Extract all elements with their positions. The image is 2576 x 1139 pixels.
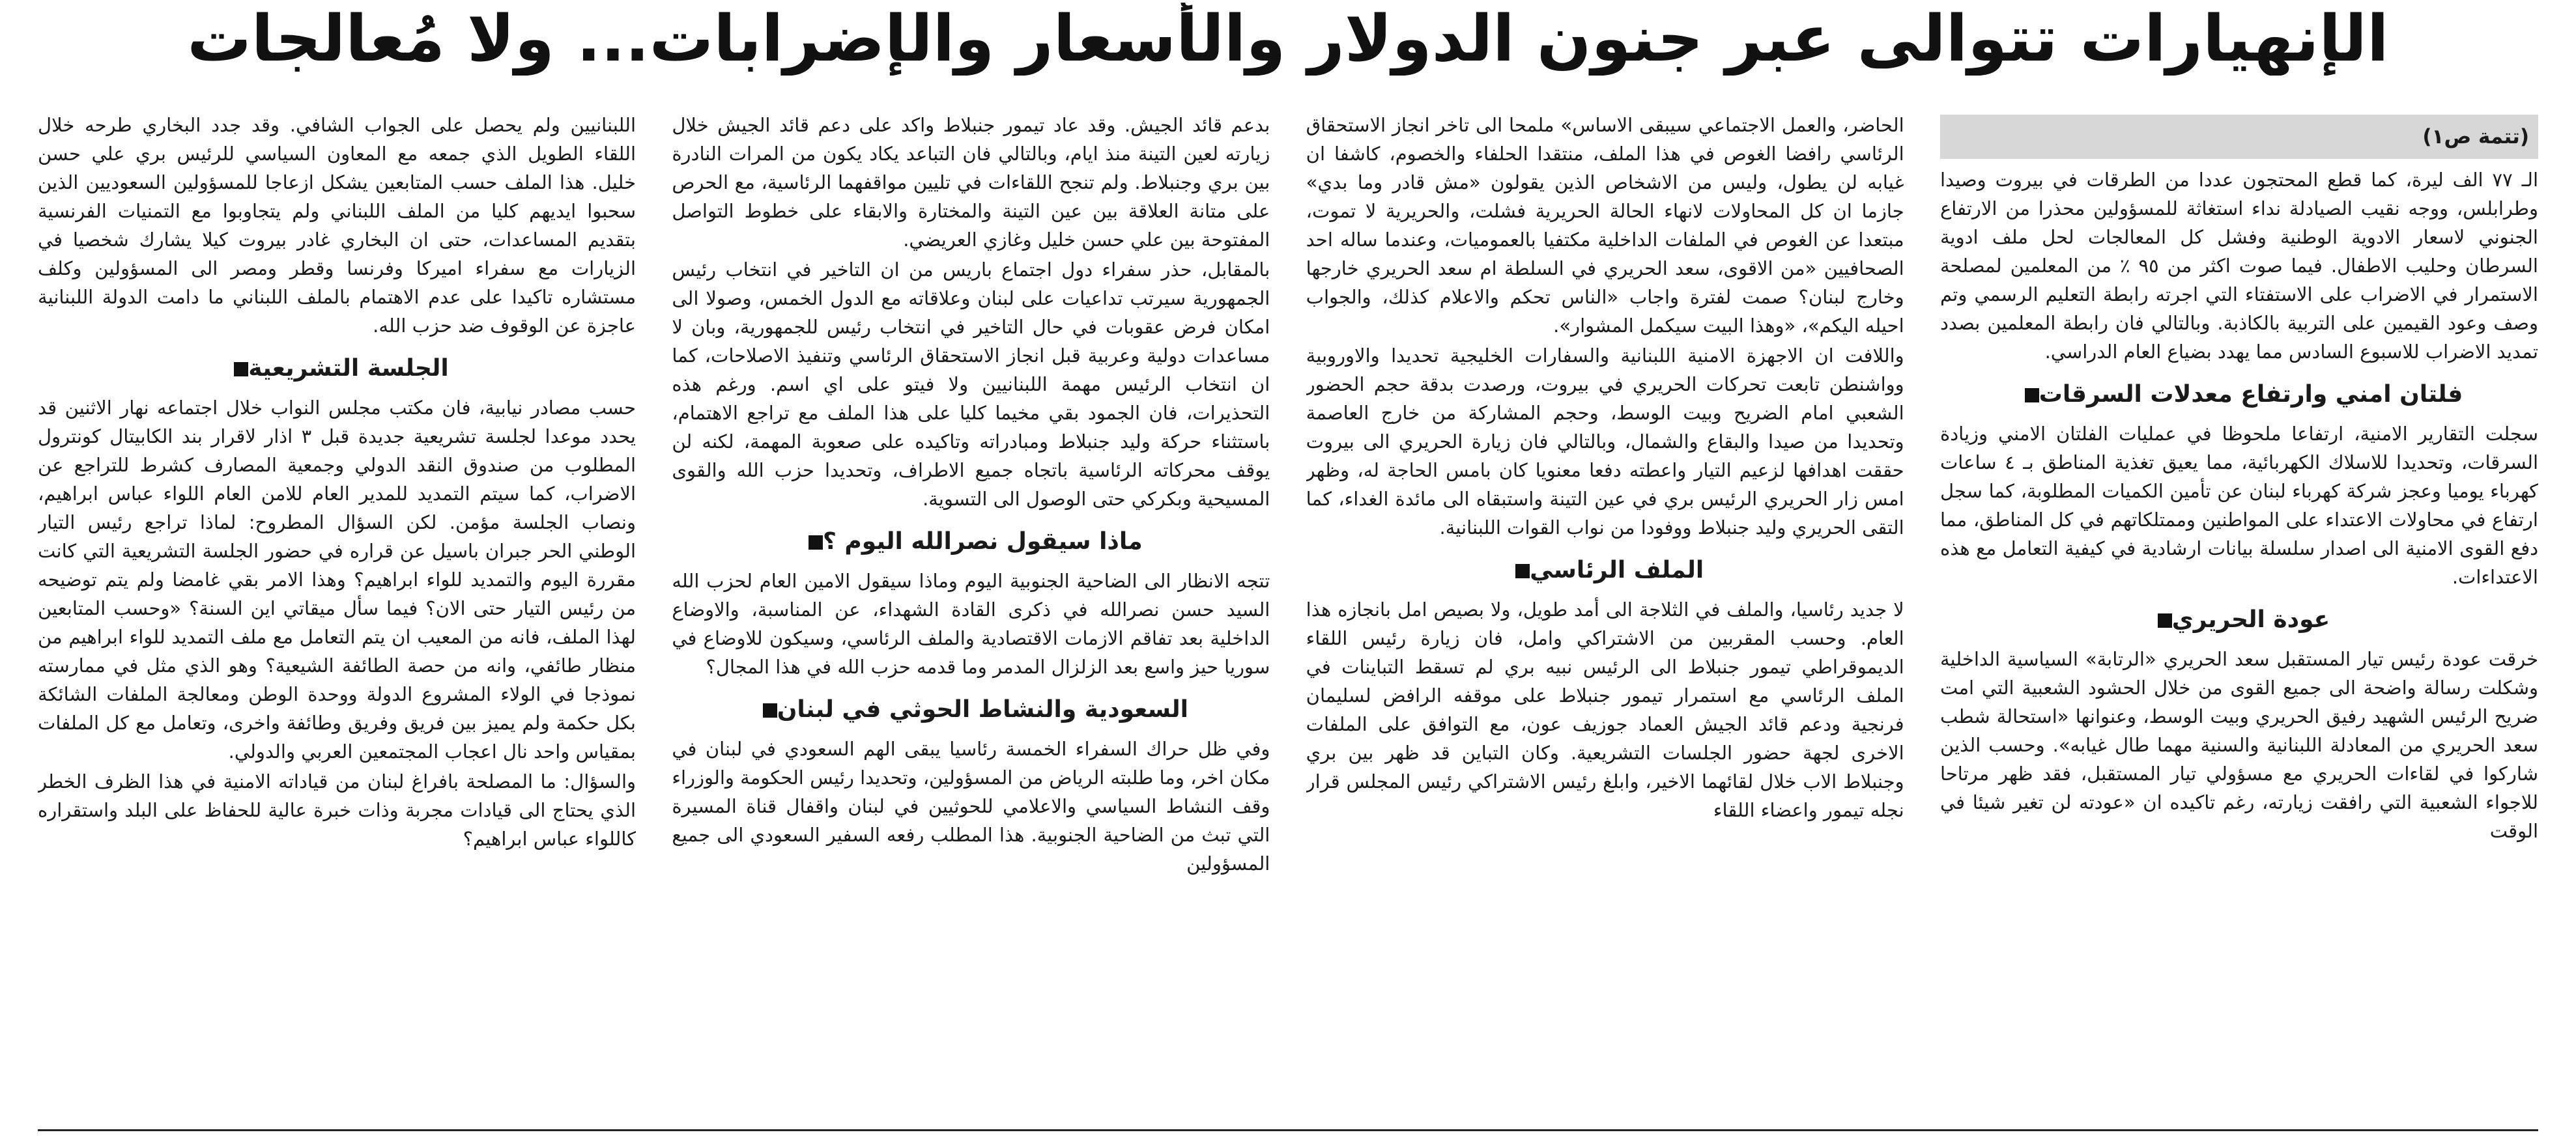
article-paragraph: واللافت ان الاجهزة الامنية اللبنانية والسفارات الخليجية تحديدا والاوروبية وواشنطن تابعت تحركات الحريري في بيروت، ورصدت بدقة حجم الحضور الشعبي امام الضريح وبيت الوسط، وحجم المشاركة من خارج العاصمة وتحديدا من صيدا والبقاع والشمال، وبالتالي فان زيارة الحريري الى بيروت حققت اهدافها لزعيم التيار واعطته دفعا معنويا كان بامس الحاجة له، وظهر امس زار الحريري الرئيس بري في عين التينة واستبقاه الى مائدة الغداء، كما التقى الحريري وليد جنبلاط ووفودا من نواب القوات اللبنانية. (1306, 345, 1904, 539)
bullet-square-icon (809, 535, 823, 550)
article-paragraph: وفي ظل حراك السفراء الخمسة رئاسيا يبقى الهم السعودي في لبنان في مكان اخر، وما طلبته الرياض من المسؤولين، وتحديدا رئيس الحكومة والوزراء وقف النشاط السياسي والاعلامي للحوثيين في لبنان واقفال قناة المسيرة التي تبث من الضاحية الجنوبية. هذا المطلب رفعه السفير السعودي الى جميع المسؤولين (672, 738, 1270, 875)
article-paragraph: سجلت التقارير الامنية، ارتفاعا ملحوظا في عمليات الفلتان الامني وزيادة السرقات، وتحديدا للاسلاك الكهربائية، مما يعيق تغذية المناطق بـ ٤ ساعات كهرباء يوميا وعجز شركة كهرباء لبنان عن تأمين الكميات المطلوبة، كما سجل ارتفاع في محاولات الاعتداء على المواطنين وممتلكاتهم في كل المناطق، مما دفع القوى الامنية الى اصدار سلسلة بيانات ارشادية في كيفية التعامل مع هذه الاعتداءات. (1940, 423, 2538, 588)
bullet-square-icon (2158, 613, 2172, 628)
section-subhead (672, 689, 1270, 731)
section-subhead (1940, 599, 2538, 641)
article-paragraph: الـ ٧٧ الف ليرة، كما قطع المحتجون عددا من الطرقات في بيروت وصيدا وطرابلس، ووجه نقيب الصيادلة نداء استغاثة للمسؤولين محذرا من الارتفاع الجنوني لاسعار الادوية الوطنية وفشل كل المعالجات لحل ملف ادوية السرطان وحليب الاطفال. فيما صوت اكثر من ٩٥ ٪ من المعلمين لمصلحة الاستمرار في الاضراب على الاستفتاء التي اجرته رابطة التعليم الرسمي وتم وصف وعود القيمين على التربية بالكاذبة. وبالتالي فان رابطة المعلمين بصدد تمديد الاضراب للاسبوع السادس مما يهدد بضياع العام الدراسي. (1940, 169, 2538, 363)
subhead-text: عودة الحريري (2171, 606, 2330, 633)
article-paragraph: حسب مصادر نيابية، فان مكتب مجلس النواب خلال اجتماعه نهار الاثنين قد يحدد موعدا لجلسة تشريعية جديدة قبل ٣ اذار لاقرار بند الكابيتال كونترول المطلوب من صندوق النقد الدولي وجمعية المصارف كشرط للتراجع عن الاضراب، كما سيتم التمديد للمدير العام للامن العام اللواء عباس ابراهيم، ونصاب الجلسة مؤمن. لكن السؤال المطروح: لماذا تراجع رئيس التيار الوطني الحر جبران باسيل عن قراره في حضور الجلسة التشريعية التي كانت مقررة اليوم والتمديد للواء ابراهيم؟ وهذا الامر بقي غامضا ولم يتم توضيحه من رئيس التيار حتى الان؟ فيما سأل ميقاتي اين السنة؟ «وحسب المتابعين لهذا الملف، فانه من المعيب ان يتم التعامل مع ملف التمديد للواء ابراهيم من منظار طائفي، وانه من حصة الطائفة الشيعية؟ وهو الذي مثل في ممارسته نموذجا في الولاء المشروع الدولة ووحدة الوطن ومعالجة الملفات الشائكة بكل حكمة ولم يميز بين فريق وفريق وطائفة واخرى، وتعامل مع كل الملفات بمقياس واحد نال اعجاب المجتمعين العربي والدولي. (38, 397, 637, 763)
column-2 (1306, 111, 1904, 1120)
subhead-text: الملف الرئاسي (1530, 557, 1704, 584)
article-columns (38, 111, 2538, 1120)
article-paragraph: والسؤال: ما المصلحة بافراغ لبنان من قياداته الامنية في هذا الظرف الخطر الذي يحتاج الى قيادات مجربة وذات خبرة عالية للحفاظ على البلد واستقراره كاللواء عباس ابراهيم؟ (38, 770, 637, 850)
subhead-text: فلتان امني وارتفاع معدلات السرقات (2039, 381, 2463, 408)
article-paragraph: بدعم قائد الجيش. وقد عاد تيمور جنبلاط واكد على دعم قائد الجيش خلال زيارته لعين التينة منذ ايام، وبالتالي فان التباعد يكاد يكون من المرات النادرة بين بري وجنبلاط. ولم تنجح اللقاءات في تليين مواقفهما الرئاسية، مع الحرص على متانة العلاقة بين عين التينة والمختارة والابقاء على خطوط التواصل المفتوحة بين علي حسن خليل وغازي العريضي. (672, 114, 1270, 251)
bullet-square-icon (234, 362, 248, 376)
continuation-label: (تتمة ص١) (1940, 115, 2538, 159)
bottom-rule (38, 1129, 2538, 1131)
headline: الإنهيارات تتوالى عبر جنون الدولار والأسعار والإضرابات... ولا مُعالجات (187, 3, 2389, 76)
subhead-text: الجلسة التشريعية (248, 355, 449, 382)
article-paragraph: بالمقابل، حذر سفراء دول اجتماع باريس من ان التاخير في انتخاب رئيس الجمهورية سيرتب تداعيات على لبنان وعلاقاته مع الدول الخمس، وصولا الى امكان فرض عقوبات في حال التاخير في انتخاب رئيس للجمهورية، وبان لا مساعدات دولية وعربية قبل انجاز الاستحقاق الرئاسي وتنفيذ الاصلاحات، كما ان انتخاب الرئيس مهمة اللبنانيين ولا فيتو على اي اسم. ورغم هذه التحذيرات، فان الجمود بقي مخيما كليا على هذا الملف مع تراجع الاهتمام، باستثناء حركة وليد جنبلاط ومبادراته وتاكيده على صعوبة المهمة، لكنه لن يوقف محركاته الرئاسية باتجاه جميع الاطراف، وتحديدا حزب الله والقوى المسيحية وبكركي حتى الوصول الى التسوية. (672, 259, 1270, 510)
section-subhead (38, 348, 636, 389)
subhead-text: السعودية والنشاط الحوثي في لبنان (777, 696, 1188, 723)
section-subhead (1940, 374, 2538, 415)
column-3 (672, 111, 1270, 1120)
subhead-text: ماذا سيقول نصرالله اليوم ؟ (822, 528, 1143, 555)
section-subhead (1306, 550, 1904, 591)
article-paragraph: لا جديد رئاسيا، والملف في الثلاجة الى أمد طويل، ولا بصيص امل بانجازه هذا العام. وحسب المقربين من الاشتراكي وامل، فان زيارة رئيس اللقاء الديموقراطي تيمور جنبلاط الى الرئيس نبيه بري لم تسقط التباينات في الملف الرئاسي مع استمرار تيمور جنبلاط على موقفه الرافض لسليمان فرنجية ودعم قائد الجيش العماد جوزيف عون، مع التوافق على الملفات الاخرى لجهة حضور الجلسات التشريعية. وكان التباين قد ظهر بين بري وجنبلاط الاب خلال لقائهما الاخير، وابلغ رئيس الاشتراكي رئيس المجلس قرار نجله تيمور واعضاء اللقاء (1306, 598, 1904, 821)
section-subhead (672, 521, 1270, 563)
column-4 (38, 111, 636, 1120)
column-1 (1940, 111, 2538, 1120)
article-paragraph: تتجه الانظار الى الضاحية الجنوبية اليوم وماذا سيقول الامين العام لحزب الله السيد حسن نصرالله في ذكرى القادة الشهداء، عن المناسبة، والاوضاع الداخلية بعد تفاقم الازمات الاقتصادية والملف الرئاسي، وسيكون للاوضاع في سوريا حيز واسع بعد الزلزال المدمر وما قدمه حزب الله في هذا المجال؟ (672, 570, 1270, 678)
bullet-square-icon (2025, 388, 2039, 402)
article-paragraph: اللبنانيين ولم يحصل على الجواب الشافي. وقد جدد البخاري طرحه خلال اللقاء الطويل الذي جمعه مع المعاون السياسي للرئيس بري علي حسن خليل. هذا الملف حسب المتابعين يشكل ازعاجا للمسؤولين السعوديين الذين سحبوا ايديهم كليا من الملف اللبناني ولم يتجاوبوا مع التمنيات الفرنسية بتقديم المساعدات، حتى ان البخاري غادر بيروت كيلا يشارك شخصيا في الزيارات مع سفراء اميركا وفرنسا وقطر ومصر الى المسؤولين وكلف مستشاره تاكيدا على عدم الاهتمام بالملف اللبناني ما دامت الدولة اللبنانية عاجزة عن الوقوف ضد حزب الله. (38, 114, 637, 337)
article-paragraph: خرقت عودة رئيس تيار المستقبل سعد الحريري «الرتابة» السياسية الداخلية وشكلت رسالة واضحة الى جميع القوى من خلال الحشود الشعبية التي امت ضريح الرئيس الشهيد رفيق الحريري وبيت الوسط، وعنوانها «استحالة شطب سعد الحريري من المعادلة اللبنانية والسنية مهما طال غيابه». وحسب الذين شاركوا في لقاءات الحريري مع مسؤولي تيار المستقبل، فقد ظهر مرتاحا للاجواء الشعبية التي رافقت زيارته، رغم تاكيده ان «عودته لن تغير شيئا في الوقت (1940, 648, 2538, 842)
article-paragraph: الحاضر، والعمل الاجتماعي سيبقى الاساس» ملمحا الى تاخر انجاز الاستحقاق الرئاسي رافضا الغوص في هذا الملف، منتقدا الحلفاء والخصوم، كاشفا ان غيابه لن يطول، وليس من الاشخاص الذين يقولون «مش قادر وما بدي» جازما ان كل المحاولات لانهاء الحالة الحريرية فشلت، والحريرية لا تموت، مبتعدا عن الغوص في الملفات الداخلية مكتفيا بالعموميات، وعندما ساله احد الصحافيين «من الاقوى، سعد الحريري في السلطة ام سعد الحريري خارجها وخارج لبنان؟ صمت لفترة واجاب «الناس تحكم والاعلام كذلك، والجواب احيله اليكم»، «وهذا البيت سيكمل المشوار». (1306, 114, 1904, 337)
bullet-square-icon (763, 703, 777, 718)
bullet-square-icon (1515, 564, 1530, 578)
